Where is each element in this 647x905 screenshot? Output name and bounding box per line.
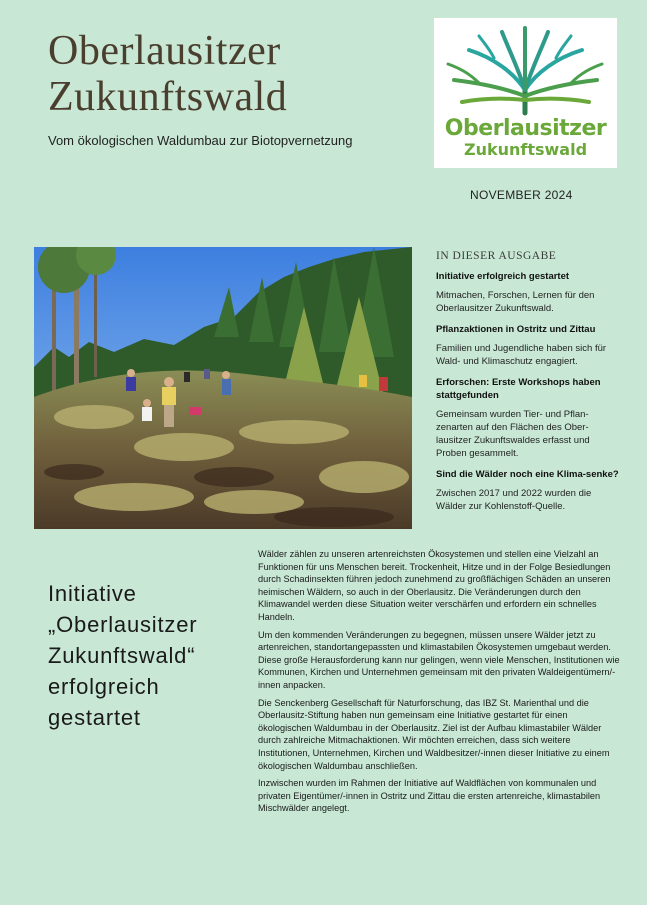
newsletter-title	[48, 28, 287, 120]
toc-item-text: Familien und Jugendliche haben sich für Wald- und Klimaschutz engagiert.	[436, 343, 607, 367]
article-paragraph: Um den kommenden Veränderungen zu begegnen, müssen unsere Wälder jetzt zu artenreichen, standortangepassten und klimastabilen Ökosystemen umgebaut werden. Diese große Herausforderung kann nur gelingen, wenn viele Menschen, Institutionen wie Kommunen, Kirchen und Unternehmen gemeinsam mit den privaten Waldeigentümern/-innen anpacken.	[258, 629, 620, 690]
issue-date: NOVEMBER 2024	[470, 188, 573, 202]
tree-roots-logo-icon	[434, 18, 617, 118]
toc-item-title[interactable]: Erforschen: Erste Workshops haben stattgefunden	[436, 377, 601, 401]
title-line-2: Zukunftswald	[48, 74, 288, 120]
logo-word-zukunftswald: Zukunftswald	[463, 140, 588, 159]
article-body	[258, 548, 620, 820]
toc-heading: IN DIESER AUSGABE	[436, 250, 557, 262]
article-paragraph: Wälder zählen zu unseren artenreichsten Ökosystemen und stellen eine Vielzahl an Funktionen für uns Menschen bereit. Trockenheit, Hitze und in der Folge Besiedlungen durch Schadinsekten führen jedoch zunehmend zu großflächigen Schäden an unseren heimischen Wäldern, so auch in der Oberlausitz. Die Veränderungen durch den Klimawandel werden diese Situation weiter verschärfen und erfordern ein schnelles Handeln.	[258, 549, 611, 622]
toc-item-title[interactable]: Pflanzaktionen in Ostritz und Zittau	[436, 324, 596, 335]
newsletter-subtitle: Vom ökologischen Waldumbau zur Biotopvernetzung	[48, 133, 353, 148]
table-of-contents	[436, 250, 622, 521]
title-line-1: Oberlausitzer	[48, 28, 281, 74]
toc-item-title[interactable]: Initiative erfolgreich gestartet	[436, 271, 570, 282]
toc-item-text: Mitmachen, Forschen, Lernen für den Oberlausitzer Zukunftswald.	[436, 290, 595, 314]
logo-word-oberlausitzer: Oberlausitzer	[444, 116, 607, 141]
article-heading: Initiative „Oberlausitzer Zukunftswald“ erfolgreich gestartet	[48, 581, 198, 730]
toc-item-title[interactable]: Sind die Wälder noch eine Klima-senke?	[436, 469, 619, 480]
toc-item-text: Gemeinsam wurden Tier- und Pflan-zenarten auf den Flächen des Ober-lausitzer Zukunftswaldes erfasst und Proben gesammelt.	[436, 409, 590, 459]
article-paragraph: Inzwischen wurden im Rahmen der Initiative auf Waldflächen von kommunalen und privaten Eigentümer/-innen in Ostritz und Zittau die ersten artenreiche, klimastabilen Mischwälder angelegt.	[258, 778, 601, 814]
article-paragraph: Die Senckenberg Gesellschaft für Naturforschung, das IBZ St. Marienthal und die Oberlausitz-Stiftung haben nun gemeinsam eine Initiative gestartet für einen ökologischen Waldumbau in der Oberlausitz. Ziel ist der Aufbau klimastabiler Wälder durch zahlreiche Mitmachaktionen. Wir möchten erreichen, dass sich weitere Institutionen, Unternehmen, Kirchen und Waldbesitzer/-innen dieser Initiative zu einem ökologischen Waldumbau anschließen.	[258, 697, 610, 771]
forest-photo-icon	[34, 247, 412, 529]
logo	[434, 18, 617, 168]
toc-item-text: Zwischen 2017 und 2022 wurden die Wälder zur Kohlenstoff-Quelle.	[436, 488, 592, 512]
volunteers-planting-photo	[34, 247, 412, 529]
